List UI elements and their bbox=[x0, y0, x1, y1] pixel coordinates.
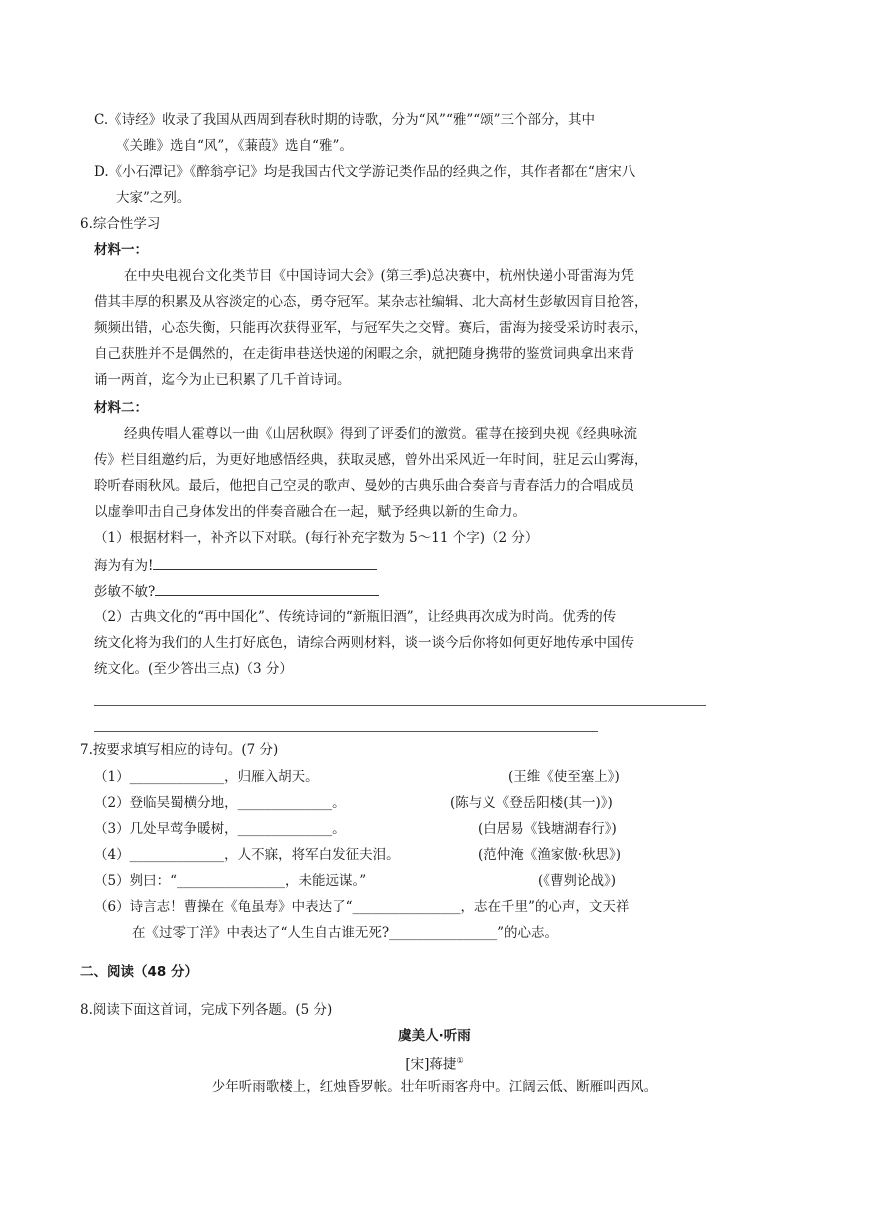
couplet-2-answer-blank[interactable] bbox=[155, 581, 379, 596]
option-d-line2: 大家”之列。 bbox=[116, 190, 191, 206]
q7-item-4 bbox=[94, 845, 400, 865]
material-1-line: 频频出错，心态失衡，只能再次获得亚军，与冠军失之交臂。赛后，雷海为接受采访时表示， bbox=[94, 320, 648, 336]
sub-question-2-line: （2）古典文化的“再中国化”、传统诗词的“新瓶旧酒”，让经典再次成为时尚。优秀的传 bbox=[94, 609, 617, 625]
poem-line-1: 少年听雨歌楼上，红烛昏罗帐。壮年听雨客舟中。江阔云低、断雁叫西风。 bbox=[211, 1079, 658, 1095]
q7-item-6-line2-prefix: 在《过零丁洋》中表达了“人生自古谁无死? bbox=[132, 925, 390, 941]
sub-question-2-line: 统文化。(至少答出三点)（3 分） bbox=[94, 661, 293, 677]
q7-item-2-prefix: （2）登临吴蜀横分地， bbox=[94, 795, 238, 811]
couplet-1-text: 海为有为! bbox=[94, 558, 154, 574]
author-footnote-marker: ① bbox=[456, 1056, 464, 1065]
material-1-label: 材料一： bbox=[94, 242, 148, 258]
q7-item-3-blank[interactable]: ______________ bbox=[237, 821, 333, 837]
material-1-line: 诵一两首，迄今为止已积累了几千首诗词。 bbox=[94, 372, 351, 388]
q7-item-3-text: 。 bbox=[332, 821, 346, 837]
option-c-line2: 《关雎》选自“风”，《蒹葭》选自“雅”。 bbox=[116, 138, 353, 154]
material-2-line: 以虚拳叩击自己身体发出的伴奏音融合在一起，赋予经典以新的生命力。 bbox=[94, 504, 526, 520]
poem-title: 虞美人·听雨 bbox=[398, 1028, 471, 1044]
q7-item-4-blank[interactable]: ______________ bbox=[129, 847, 225, 863]
q7-item-2-text: 。 bbox=[332, 795, 346, 811]
option-d-line1: D.《小石潭记》《醉翁亭记》均是我国古代文学游记类作品的经典之作，其作者都在“唐宋八 bbox=[94, 164, 636, 180]
option-c-line1: C.《诗经》收录了我国从西周到春秋时期的诗歌，分为“风”“雅”“颂”三个部分，其中 bbox=[94, 112, 596, 128]
q7-item-6-blank-1[interactable]: ________________ bbox=[352, 899, 461, 915]
q7-item-1-blank[interactable]: ______________ bbox=[129, 769, 225, 785]
answer-line-2[interactable] bbox=[94, 731, 598, 732]
material-2-line: 传》栏目组邀约后，为更好地感悟经典，获取灵感，曾外出采风近一年时间，驻足云山雾海， bbox=[94, 452, 648, 468]
question-7-title: 7.按要求填写相应的诗句。(7 分) bbox=[80, 742, 279, 758]
q7-item-2-source: (陈与义《登岳阳楼(其一)》) bbox=[450, 795, 613, 811]
material-1-line: 借其丰厚的积累及从容淡定的心态，勇夺冠军。某杂志社编辑、北大高材生彭敏因肓目抢答， bbox=[94, 294, 648, 310]
material-1-line: 在中央电视台文化类节目《中国诗词大会》(第三季)总决赛中，杭州快递小哥雷海为凭 bbox=[124, 268, 635, 284]
question-6-title: 6.综合性学习 bbox=[80, 216, 161, 232]
q7-item-3 bbox=[94, 819, 346, 839]
q7-item-1-text: ，归雁入胡天。 bbox=[224, 769, 319, 785]
q7-item-3-source: (白居易《钱塘湖春行》) bbox=[478, 821, 617, 837]
q7-item-3-prefix: （3）几处早莺争暖树， bbox=[94, 821, 238, 837]
q7-item-4-source: (范仲淹《渔家傲·秋思》) bbox=[478, 847, 622, 863]
q7-item-5-source: (《曹刿论战》) bbox=[538, 873, 617, 889]
q7-item-6-line2 bbox=[132, 923, 558, 943]
q7-item-5-blank[interactable]: ________________ bbox=[177, 873, 285, 889]
poem-author-name: [宋]蒋捷 bbox=[405, 1056, 457, 1073]
q7-item-4-prefix: （4） bbox=[94, 847, 130, 863]
q7-item-6-blank-2[interactable]: ________________ bbox=[389, 925, 498, 941]
question-8-intro: 8.阅读下面这首词，完成下列各题。(5 分) bbox=[80, 1002, 333, 1018]
poem-author bbox=[0, 1051, 869, 1075]
q7-item-6-line2-suffix: ”的心志。 bbox=[497, 925, 559, 941]
material-2-label: 材料二： bbox=[94, 400, 148, 416]
q7-item-6-prefix: （6）诗言志！曹操在《龟虽寿》中表达了“ bbox=[94, 899, 353, 915]
q7-item-2-blank[interactable]: ______________ bbox=[237, 795, 333, 811]
material-2-line: 经典传唱人霍尊以一曲《山居秋暝》得到了评委们的激赏。霍荨在接到央视《经典咏流 bbox=[124, 426, 637, 442]
q7-item-5-text: ，未能远谋。” bbox=[285, 873, 367, 889]
q7-item-5-prefix: （5）刿曰：“ bbox=[94, 873, 177, 889]
couplet-2-text: 彭敏不敏? bbox=[94, 584, 156, 600]
q7-item-1-prefix: （1） bbox=[94, 769, 130, 785]
sub-question-2-line: 统文化将为我们的人生打好底色，请综合两则材料，谈一谈今后你将如何更好地传承中国传 bbox=[94, 635, 634, 651]
couplet-1-answer-blank[interactable] bbox=[153, 555, 377, 570]
answer-line-1[interactable] bbox=[94, 705, 706, 706]
q7-item-6-suffix: ，志在千里”的心声，文天祥 bbox=[460, 899, 630, 915]
q7-item-1 bbox=[94, 767, 319, 787]
q7-item-5 bbox=[94, 871, 366, 891]
q7-item-4-text: ，人不寐，将军白发征夫泪。 bbox=[224, 847, 400, 863]
q7-item-2 bbox=[94, 793, 346, 813]
couplet-line-1 bbox=[94, 555, 377, 576]
couplet-line-2 bbox=[94, 581, 379, 602]
q7-item-1-source: (王维《使至塞上》) bbox=[508, 769, 620, 785]
material-2-line: 聆听春雨秋风。最后，他把自己空灵的歌声、曼妙的古典乐曲合奏音与青春活力的合唱成员 bbox=[94, 478, 634, 494]
q7-item-6-line1 bbox=[94, 897, 629, 917]
material-1-line: 自己获胜并不是偶然的，在走街串巷送快递的闲暇之余，就把随身携带的鉴赏词典拿出来背 bbox=[94, 346, 634, 362]
section-2-heading: 二、阅读（48 分） bbox=[80, 964, 198, 980]
sub-question-1: （1）根据材料一，补齐以下对联。(每行补充字数为 5～11 个字)（2 分） bbox=[94, 530, 539, 546]
